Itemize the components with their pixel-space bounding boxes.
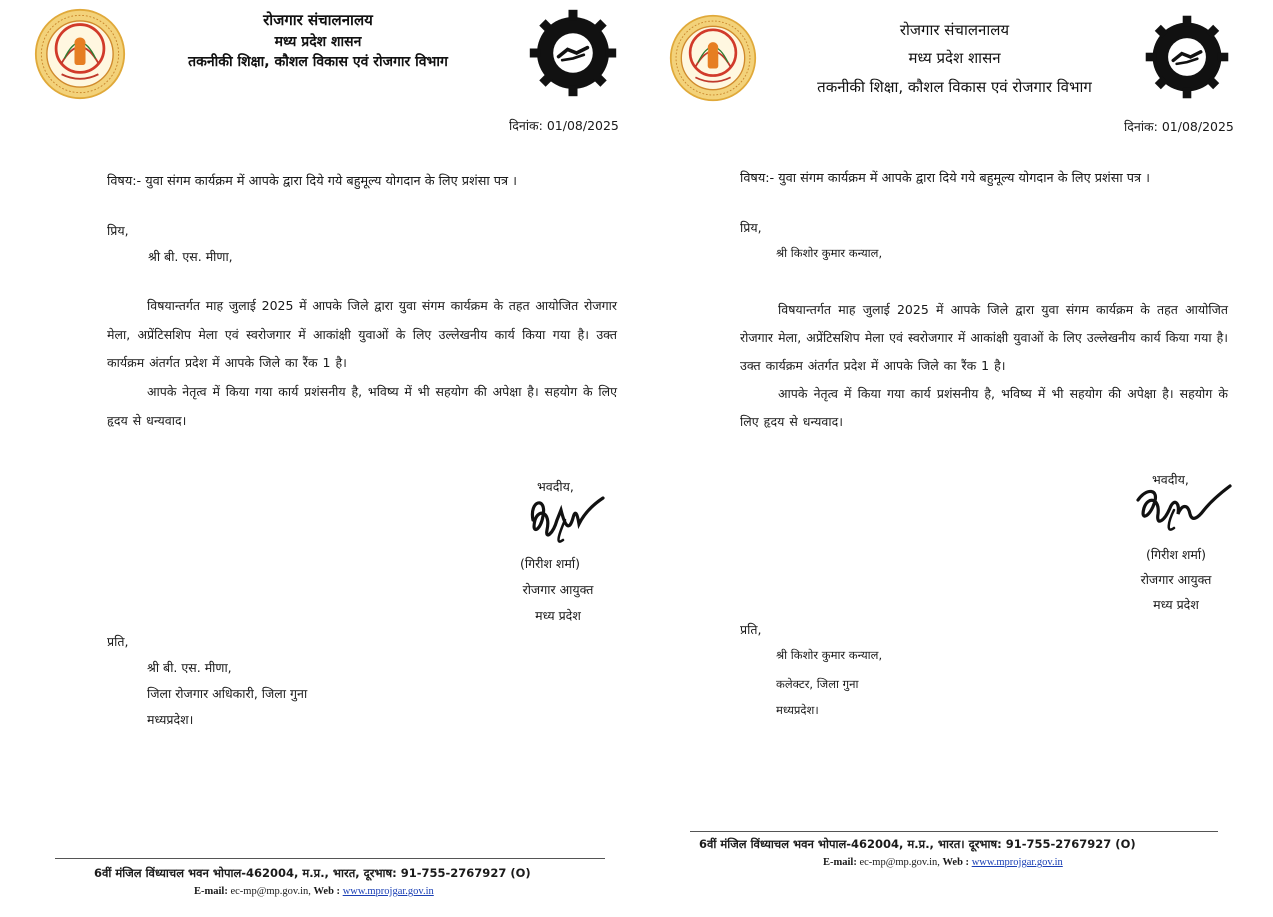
recipient-state: मध्यप्रदेश।	[147, 712, 194, 727]
email-label: E-mail:	[194, 886, 228, 897]
footer-divider	[690, 831, 1218, 832]
footer-contact	[194, 886, 434, 897]
signatory-title: रोजगार आयुक्त	[1140, 572, 1212, 587]
prati-label: प्रति,	[107, 634, 129, 649]
prati-label: प्रति,	[740, 622, 762, 637]
letter-date: दिनांक: 01/08/2025	[1124, 119, 1234, 134]
addressee: श्री बी. एस. मीणा,	[148, 249, 233, 264]
signatory-state: मध्य प्रदेश	[535, 608, 581, 623]
email-address[interactable]: ec-mp@mp.gov.in,	[859, 857, 940, 868]
signatory-title: रोजगार आयुक्त	[522, 582, 594, 597]
footer-address: 6वीं मंजिल विंध्याचल भवन भोपाल-462004, म.प्र., भारत। दूरभाष: 91-755-2767927 (O)	[699, 837, 1136, 851]
body-paragraph-1: विषयान्तर्गत माह जुलाई 2025 में आपके जिले द्वारा युवा संगम कार्यक्रम के तहत आयोजित रोजगार मेला, अप्रेंटिसशिप मेला एवं स्वरोजगार में आकांक्षी युवाओं के लिए उल्लेखनीय कार्य किया गया है। उक्त कार्यक्रम अंतर्गत प्रदेश में आपके जिले का रैंक 1 है।	[107, 298, 617, 370]
letter-subject: विषय:- युवा संगम कार्यक्रम में आपके द्वारा दिये गये बहुमूल्य योगदान के लिए प्रशंसा पत्र ।	[740, 171, 1151, 186]
letter-right	[636, 0, 1273, 917]
salutation: प्रिय,	[740, 220, 762, 235]
footer-address: 6वीं मंजिल विंध्याचल भवन भोपाल-462004, म.प्र., भारत, दूरभाष: 91-755-2767927 (O)	[94, 866, 531, 880]
body-paragraph-1: विषयान्तर्गत माह जुलाई 2025 में आपके जिले द्वारा युवा संगम कार्यक्रम के तहत आयोजित रोजगार मेला, अप्रेंटिसशिप मेला एवं स्वरोजगार में आकांक्षी युवाओं के लिए उल्लेखनीय कार्य किया गया है। उक्त कार्यक्रम अंतर्गत प्रदेश में आपके जिले का रैंक 1 है।	[740, 302, 1228, 373]
recipient-designation: जिला रोजगार अधिकारी, जिला गुना	[147, 686, 308, 701]
website-link[interactable]: www.mprojgar.gov.in	[971, 857, 1063, 868]
header-line-1: रोजगार संचालनालय	[263, 11, 373, 29]
signature	[525, 490, 607, 548]
recipient-state: मध्यप्रदेश।	[776, 703, 819, 717]
signature	[1130, 482, 1234, 538]
web-label: Web :	[942, 857, 970, 868]
recipient-name: श्री किशोर कुमार कन्याल,	[776, 648, 883, 662]
header-line-2: मध्य प्रदेश शासन	[274, 34, 362, 50]
header-line-1: रोजगार संचालनालय	[899, 21, 1010, 39]
closing: भवदीय,	[1152, 472, 1189, 487]
header-line-3: तकनीकी शिक्षा, कौशल विकास एवं रोजगार विभाग	[817, 78, 1092, 96]
addressee: श्री किशोर कुमार कन्याल,	[776, 246, 883, 260]
letter-left	[0, 0, 636, 917]
national-employment-services-gear-icon	[1144, 14, 1230, 100]
signatory-state: मध्य प्रदेश	[1153, 597, 1199, 612]
national-employment-services-gear-icon	[528, 8, 618, 98]
signatory-name: (गिरीश शर्मा)	[519, 556, 581, 571]
web-label: Web :	[313, 886, 341, 897]
website-link[interactable]: www.mprojgar.gov.in	[342, 886, 434, 897]
letter-date: दिनांक: 01/08/2025	[509, 118, 619, 133]
header-line-2: मध्य प्रदेश शासन	[908, 49, 1001, 67]
closing: भवदीय,	[537, 479, 574, 494]
footer-contact	[823, 857, 1063, 868]
salutation: प्रिय,	[107, 223, 129, 238]
email-label: E-mail:	[823, 857, 857, 868]
signatory-name: (गिरीश शर्मा)	[1145, 547, 1207, 562]
body-paragraph-2: आपके नेतृत्व में किया गया कार्य प्रशंसनीय है, भविष्य में भी सहयोग की अपेक्षा है। सहयोग के लिए हृदय से धन्यवाद।	[740, 386, 1228, 429]
header-line-3: तकनीकी शिक्षा, कौशल विकास एवं रोजगार विभाग	[188, 54, 448, 70]
letter-subject: विषय:- युवा संगम कार्यक्रम में आपके द्वारा दिये गये बहुमूल्य योगदान के लिए प्रशंसा पत्र ।	[107, 174, 518, 189]
body-paragraph-2: आपके नेतृत्व में किया गया कार्य प्रशंसनीय है, भविष्य में भी सहयोग की अपेक्षा है। सहयोग के लिए हृदय से धन्यवाद।	[107, 384, 617, 428]
recipient-name: श्री बी. एस. मीणा,	[147, 660, 232, 675]
email-address[interactable]: ec-mp@mp.gov.in,	[230, 886, 311, 897]
recipient-designation: कलेक्टर, जिला गुना	[776, 677, 859, 691]
footer-divider	[55, 858, 605, 859]
